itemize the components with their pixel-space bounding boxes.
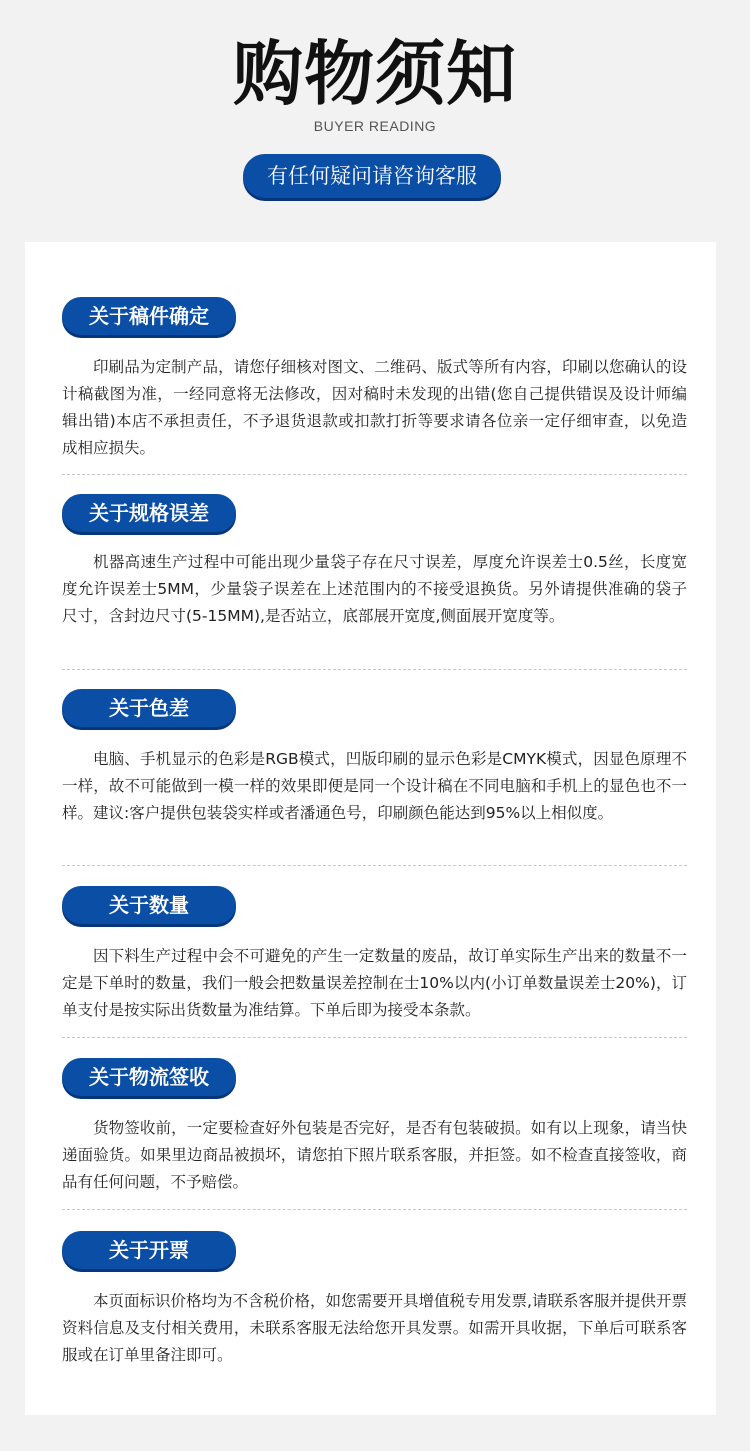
page-subtitle: BUYER READING	[313, 118, 437, 134]
section-text-manuscript: 印刷品为定制产品，请您仔细核对图文、二维码、版式等所有内容，印刷以您确认的设计稿截图为准，一经同意将无法修改，因对稿时未发现的出错(您自己提供错误及设计师编辑出错)本店不承担责任，不予退货退款或扣款打折等要求请各位亲一定仔细审查，以免造成相应损失。	[62, 358, 687, 457]
divider	[62, 1209, 687, 1210]
page-header	[0, 0, 750, 240]
section-text-color: 电脑、手机显示的色彩是RGB模式，凹版印刷的显示色彩是CMYK模式，因显色原理不一样，故不可能做到一模一样的效果即便是同一个设计稿在不同电脑和手机上的显色也不一样。建议:客户提供包装袋实样或者潘通色号，印刷颜色能达到95%以上相似度。	[62, 750, 687, 822]
section-heading-manuscript: 关于稿件确定	[62, 297, 236, 335]
divider	[62, 1037, 687, 1038]
section-text-invoice: 本页面标识价格均为不含税价格，如您需要开具增值税专用发票,请联系客服并提供开票资料信息及支付相关费用，未联系客服无法给您开具发票。如需开具收据，下单后可联系客服或在订单里备注即可。	[62, 1292, 687, 1364]
section-heading-spec: 关于规格误差	[62, 494, 236, 532]
consult-customer-service-button[interactable]: 有任何疑问请咨询客服	[243, 154, 501, 198]
section-heading-invoice: 关于开票	[62, 1231, 236, 1269]
section-text-logistics: 货物签收前，一定要检查好外包装是否完好，是否有包装破损。如有以上现象，请当快递面验货。如果里边商品被损坏，请您拍下照片联系客服，并拒签。如不检查直接签收，商品有任何问题，不予赔偿。	[62, 1119, 687, 1191]
section-heading-quantity: 关于数量	[62, 886, 236, 924]
divider	[62, 865, 687, 866]
notice-card	[25, 242, 716, 1415]
section-text-quantity: 因下料生产过程中会不可避免的产生一定数量的废品，故订单实际生产出来的数量不一定是下单时的数量，我们一般会把数量误差控制在士10%以内(小订单数量误差士20%)，订单支付是按实际出货数量为准结算。下单后即为接受本条款。	[62, 947, 687, 1019]
divider	[62, 669, 687, 670]
section-heading-color: 关于色差	[62, 689, 236, 727]
section-heading-logistics: 关于物流签收	[62, 1058, 236, 1096]
page-title: 购物须知	[233, 33, 517, 115]
divider	[62, 474, 687, 475]
section-text-spec: 机器高速生产过程中可能出现少量袋子存在尺寸误差，厚度允许误差士0.5丝，长度宽度允许误差士5MM，少量袋子误差在上述范围内的不接受退换货。另外请提供准确的袋子尺寸，含封边尺寸(5-15MM),是否站立，底部展开宽度,侧面展开宽度等。	[62, 553, 687, 625]
